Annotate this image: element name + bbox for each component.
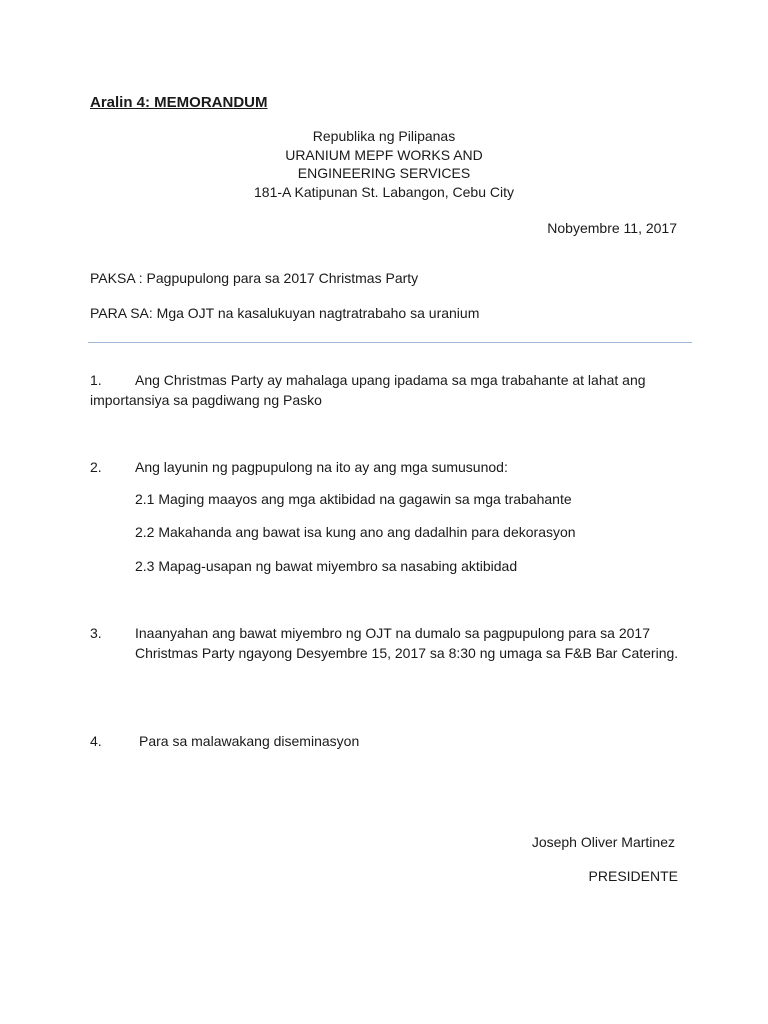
memo-subject: PAKSA : Pagpupulong para sa 2017 Christmas Party [90,270,419,286]
item-2-text: Ang layunin ng pagpupulong na ito ay ang mga sumusunod: [135,459,508,475]
item-4-text: Para sa malawakang diseminasyon [139,733,360,749]
letterhead-line-1: Republika ng Pilipanas [312,128,456,144]
memo-recipients: PARA SA: Mga OJT na kasalukuyan nagtratrabaho sa uranium [90,305,480,321]
memo-date: Nobyembre 11, 2017 [547,220,677,236]
item-3-number: 3. [90,625,102,641]
letterhead [0,127,768,201]
item-text: Ang Christmas Party ay mahalaga upang ipadama sa mga trabahante at lahat ang importansiya sa pagdiwang ng Pasko [90,372,646,408]
divider-line [88,342,692,343]
memo-heading: Aralin 4: MEMORANDUM [90,94,268,111]
sub-item-2-1: 2.1 Maging maayos ang mga aktibidad na gagawin sa mga trabahante [135,491,572,507]
memo-item-1 [90,370,680,410]
signatory-title: PRESIDENTE [588,868,678,884]
sub-item-2-2: 2.2 Makahanda ang bawat isa kung ano ang dadalhin para dekorasyon [135,524,576,540]
item-3-text: Inaanyahan ang bawat miyembro ng OJT na dumalo sa pagpupulong para sa 2017 Christmas Party ngayong Desyembre 15, 2017 sa 8:30 ng umaga sa F&B Bar Catering. [135,625,679,661]
letterhead-line-4: 181-A Katipunan St. Labangon, Cebu City [254,183,514,200]
item-2-number: 2. [90,459,102,475]
letterhead-line-2: URANIUM MEPF WORKS AND [285,146,483,163]
letterhead-line-3: ENGINEERING SERVICES [297,165,471,181]
item-4-number: 4. [90,733,102,749]
item-number: 1. [90,372,102,388]
signatory-name: Joseph Oliver Martinez [531,834,675,850]
sub-item-2-3: 2.3 Mapag-usapan ng bawat miyembro sa nasabing aktibidad [135,558,518,574]
